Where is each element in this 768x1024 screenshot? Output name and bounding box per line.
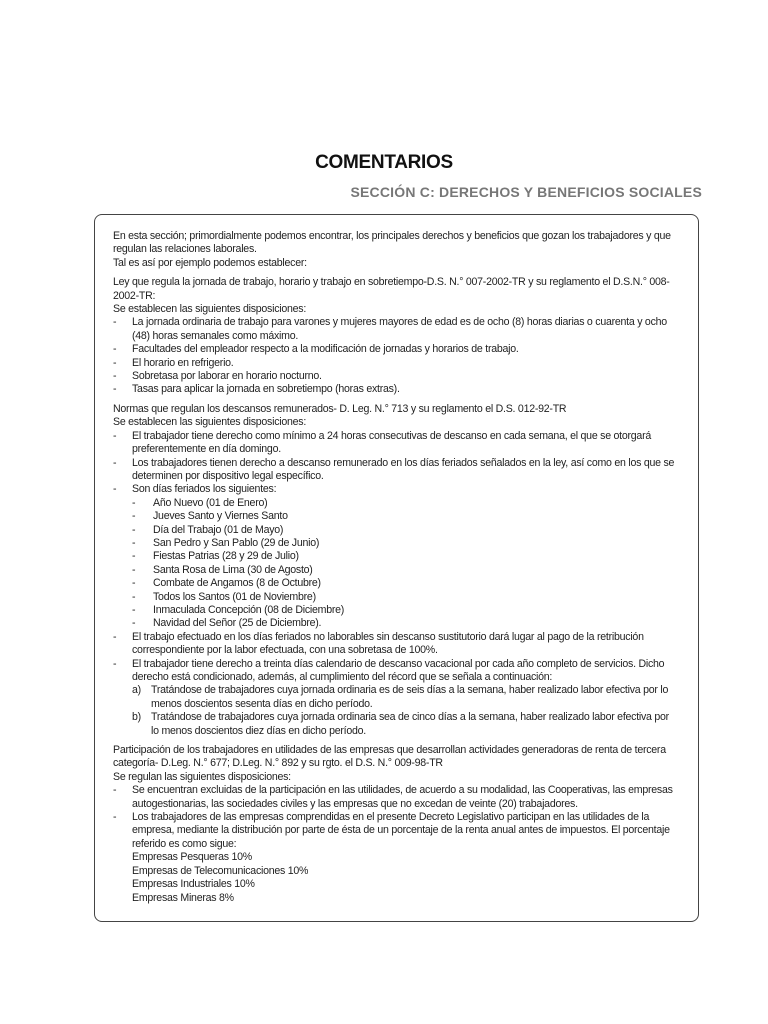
percentage-item: Empresas Industriales 10% xyxy=(132,878,255,891)
percentage-item: Empresas Pesqueras 10% xyxy=(132,851,252,864)
list-item: - Facultades del empleador respecto a la modificación de jornadas y horarios de trabajo. xyxy=(113,343,679,356)
list-item: - La jornada ordinaria de trabajo para varones y mujeres mayores de edad es de ocho (8) horas diarias o cuarenta y ocho (48) horas semanales como máximo. xyxy=(113,316,679,343)
list-item: - El trabajador tiene derecho a treinta días calendario de descanso vacacional por cada año completo de servicios. Dicho derecho está condicionado, además, al cumplimiento del récord que se señala a continuación: xyxy=(113,658,679,685)
holiday-item: - Santa Rosa de Lima (30 de Agosto) xyxy=(113,564,679,577)
record-text: Tratándose de trabajadores cuya jornada ordinaria sea de cinco días a la semana, haber realizado labor efectiva por lo menos doscientos diez días en dicho período. xyxy=(151,711,669,737)
list-item: - Tasas para aplicar la jornada en sobretiempo (horas extras). xyxy=(113,383,679,396)
record-marker: b) xyxy=(132,711,141,724)
dispositions-heading: Se establecen las siguientes disposiciones: xyxy=(113,416,307,429)
record-text: Tratándose de trabajadores cuya jornada ordinaria es de seis días a la semana, haber realizado labor efectiva por lo menos doscientos sesenta días en dicho período. xyxy=(151,684,669,710)
law-heading-utilidades: Participación de los trabajadores en utilidades de las empresas que desarrollan actividades generadoras de renta de tercera categoría- D.Leg. N.° 677; D.Leg. N.° 892 y su rgto. el D.S. N.° 009-98-TR xyxy=(113,744,666,770)
dispositions-heading: Se establecen las siguientes disposiciones: xyxy=(113,303,307,316)
intro-paragraph: En esta sección; primordialmente podemos encontrar, los principales derechos y beneficios que gozan los trabajadores y que regulan las relaciones laborales. xyxy=(113,230,671,256)
content-text xyxy=(113,230,679,905)
list-item: - El trabajo efectuado en los días feriados no laborables sin descanso sustitutorio dará lugar al pago de la retribución correspondiente por la labor efectuada, con una sobretasa de 100%. xyxy=(113,631,679,658)
law-heading-descansos: Normas que regulan los descansos remunerados- D. Leg. N.° 713 y su reglamento el D.S. 012-92-TR xyxy=(113,402,567,415)
record-item xyxy=(113,711,679,738)
record-marker: a) xyxy=(132,684,141,697)
holiday-item: - Inmaculada Concepción (08 de Diciembre) xyxy=(113,604,679,617)
intro-line: Tal es así por ejemplo podemos establecer: xyxy=(113,256,307,269)
holiday-item: - San Pedro y San Pablo (29 de Junio) xyxy=(113,537,679,550)
holiday-item: - Combate de Angamos (8 de Octubre) xyxy=(113,577,679,590)
holiday-item: - Día del Trabajo (01 de Mayo) xyxy=(113,524,679,537)
list-item: - El horario en refrigerio. xyxy=(113,357,679,370)
page-title: COMENTARIOS xyxy=(315,152,453,173)
holiday-item: - Año Nuevo (01 de Enero) xyxy=(113,497,679,510)
list-item: - Los trabajadores de las empresas comprendidas en el presente Decreto Legislativo participan en las utilidades de la empresa, mediante la distribución por parte de ésta de un porcentaje de la renta anual antes de impuestos. El porcentaje referido es como sigue: xyxy=(113,811,679,851)
percentage-item: Empresas Mineras 8% xyxy=(132,891,234,904)
holiday-item: - Fiestas Patrias (28 y 29 de Julio) xyxy=(113,550,679,563)
list-item: - Sobretasa por laborar en horario nocturno. xyxy=(113,370,679,383)
holiday-item: - Jueves Santo y Viernes Santo xyxy=(113,510,679,523)
content-box xyxy=(94,214,699,922)
dispositions-heading: Se regulan las siguientes disposiciones: xyxy=(113,770,291,783)
list-item: - Se encuentran excluidas de la participación en las utilidades, de acuerdo a su modalidad, las Cooperativas, las empresas autogestionarias, las sociedades civiles y las empresas que no excedan de veinte (20) trabajadores. xyxy=(113,784,679,811)
holiday-item: - Todos los Santos (01 de Noviembre) xyxy=(113,591,679,604)
list-item: - Los trabajadores tienen derecho a descanso remunerado en los días feriados señalados en la ley, así como en los que se determinen por dispositivo legal específico. xyxy=(113,457,679,484)
section-subtitle: SECCIÓN C: DERECHOS Y BENEFICIOS SOCIALES xyxy=(350,184,702,200)
record-item xyxy=(113,684,679,711)
percentage-item: Empresas de Telecomunicaciones 10% xyxy=(132,864,309,877)
list-item: - Son días feriados los siguientes: xyxy=(113,483,679,496)
holiday-item: - Navidad del Señor (25 de Diciembre). xyxy=(113,617,679,630)
list-item: - El trabajador tiene derecho como mínimo a 24 horas consecutivas de descanso en cada semana, el que se otorgará preferentemente en día domingo. xyxy=(113,430,679,457)
law-heading-jornada: Ley que regula la jornada de trabajo, horario y trabajo en sobretiempo-D.S. N.° 007-2002-TR y su reglamento el D.S.N.° 008-2002-TR: xyxy=(113,276,670,302)
